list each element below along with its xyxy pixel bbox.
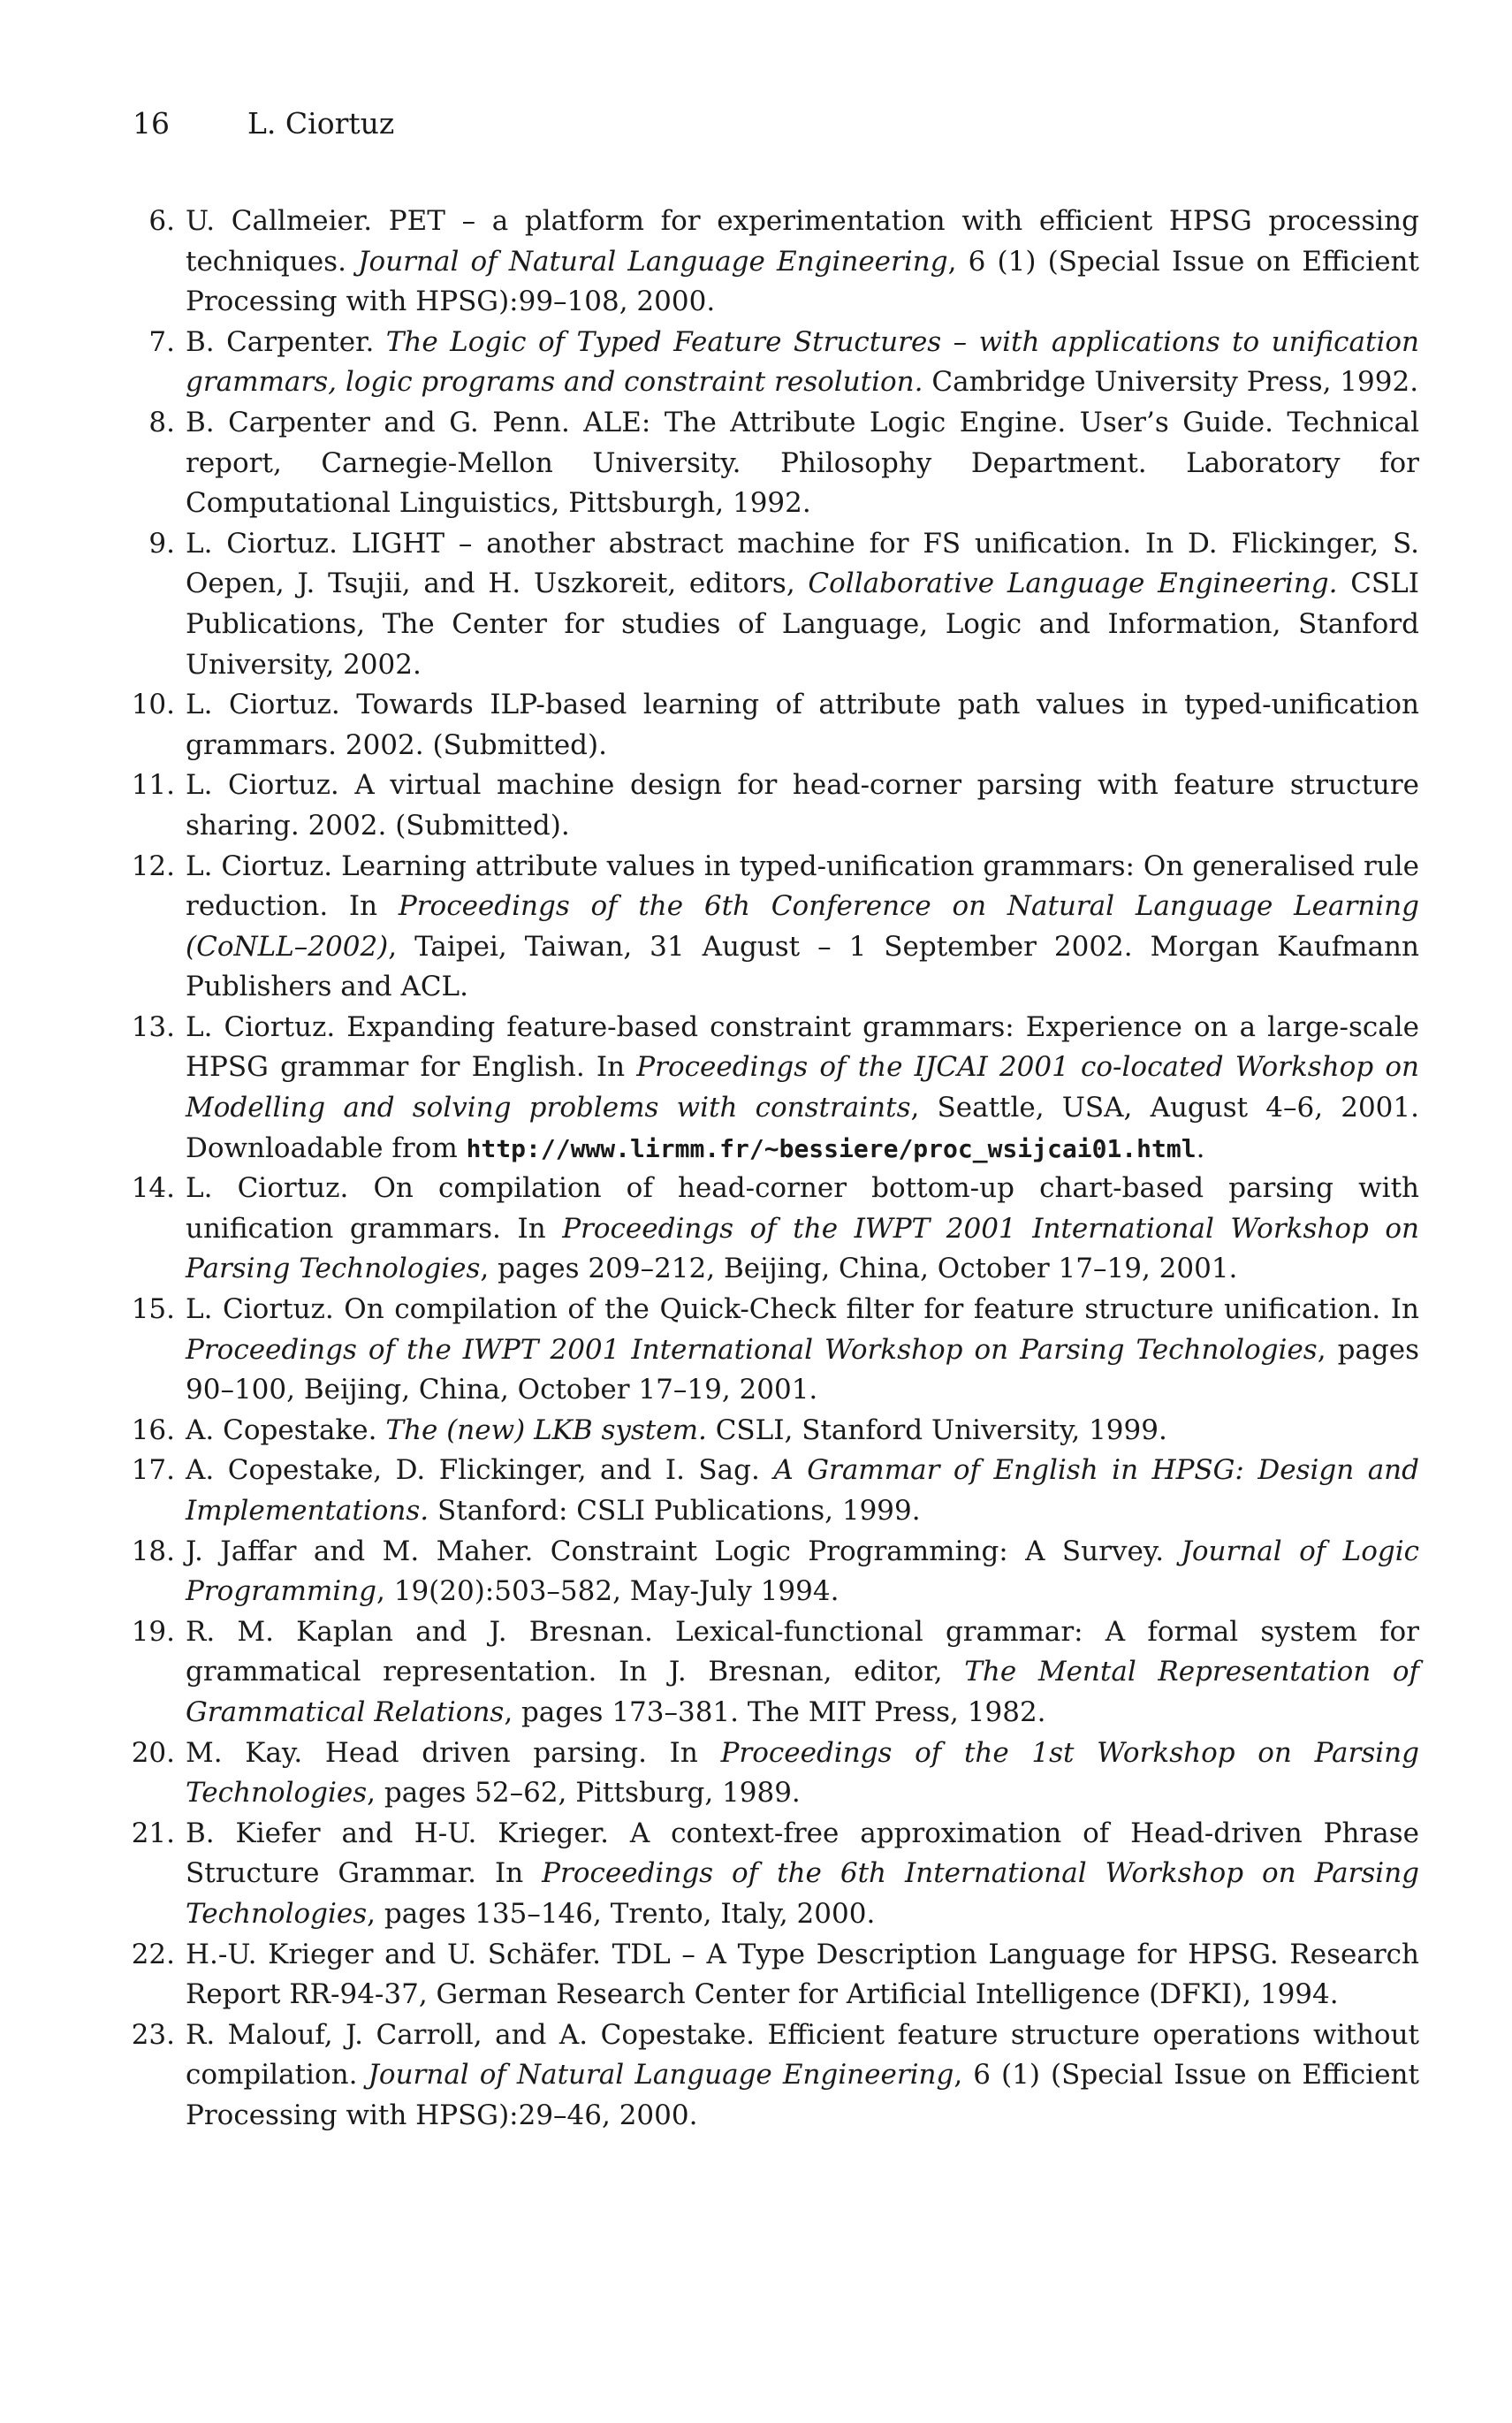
reference-number: 10. [131,689,175,721]
reference-item [129,524,1419,685]
reference-number: 8. [148,406,175,438]
reference-text: CSLI Publications, The Center for studies of Language, Logic and Information, Stanford University, 2002. [186,568,1419,681]
reference-number: 20. [131,1736,175,1769]
reference-text: A. Copestake, D. Flickinger, and I. Sag. [186,1454,774,1487]
reference-text: , pages 52–62, Pittsburg, 1989. [367,1777,801,1810]
reference-text: , pages 135–146, Trento, Italy, 2000. [367,1897,876,1930]
reference-text: CSLI, Stanford University, 1999. [706,1413,1167,1446]
reference-text: H.-U. Krieger and U. Schäfer. TDL – A Type Description Language for HPSG. Research Report RR-94-37, German Research Center for Artificial Intelligence (DFKI), 1994. [186,1938,1419,2011]
reference-number: 19. [131,1615,175,1648]
reference-italic-text: Proceedings of the 1st Workshop on Parsing Technologies [186,1736,1419,1810]
reference-number: 16. [131,1413,175,1446]
reference-item [129,1814,1419,1935]
reference-text: R. Malouf, J. Carroll, and A. Copestake. Efficient feature structure operations without compilation. [186,2018,1419,2092]
reference-item [129,766,1419,846]
reference-text: B. Carpenter and G. Penn. ALE: The Attribute Logic Engine. User’s Guide. Technical report, Carnegie-Mellon University. Philosophy Department. Laboratory for Computational Linguistics, Pittsburgh, 1992. [186,406,1419,520]
reference-text: M. Kay. Head driven parsing. In [186,1736,721,1769]
reference-item [129,685,1419,766]
reference-item [129,1008,1419,1169]
reference-text: , pages 173–381. The MIT Press, 1982. [504,1695,1046,1728]
reference-text: L. Ciortuz. A virtual machine design for head-corner parsing with feature structure sharing. 2002. (Submitted). [186,769,1419,842]
reference-text: , 6 (1) (Special Issue on Efficient Processing with HPSG):29–46, 2000. [186,2059,1419,2131]
reference-number: 14. [131,1172,175,1205]
reference-text: L. Ciortuz. Towards ILP-based learning of attribute path values in typed-unification grammars. 2002. (Submitted). [186,689,1419,761]
reference-text: . [1196,1131,1205,1164]
reference-italic-text: A Grammar of English in HPSG: Design and Implementations. [186,1454,1419,1527]
reference-text: U. Callmeier. PET – a platform for experimentation with efficient HPSG processing techniques. [186,205,1419,278]
reference-italic-text: Journal of Natural Language Engineering [368,2059,954,2092]
reference-number: 18. [131,1535,175,1567]
reference-item [129,847,1419,1008]
reference-item [129,1411,1419,1452]
reference-text: Stanford: CSLI Publications, 1999. [429,1495,921,1527]
reference-item [129,403,1419,524]
reference-item [129,1612,1419,1733]
reference-italic-text: The (new) LKB system. [385,1413,707,1446]
reference-number: 17. [131,1454,175,1487]
reference-italic-text: Proceedings of the 6th Conference on Natural Language Learning (CoNLL–2002) [186,890,1419,963]
reference-item [129,1935,1419,2015]
running-title: L. Ciortuz [247,106,395,141]
reference-italic-text: Collaborative Language Engineering. [808,568,1338,600]
reference-number: 23. [131,2018,175,2051]
reference-number: 22. [131,1938,175,1970]
reference-italic-text: Journal of Natural Language Engineering [358,245,948,278]
reference-text: J. Jaffar and M. Maher. Constraint Logic Programming: A Survey. [186,1535,1181,1567]
reference-italic-text: Proceedings of the IJCAI 2001 co-located Workshop on Modelling and solving problems with constraints [186,1051,1419,1124]
reference-text: L. Ciortuz. Learning attribute values in typed-unification grammars: On generalised rule reduction. In [186,850,1419,923]
reference-text: B. Carpenter. [186,325,386,358]
reference-italic-text: Journal of Logic Programming [186,1535,1419,1608]
reference-italic-text: Proceedings of the IWPT 2001 International Workshop on Parsing Technologies [186,1333,1318,1366]
reference-item [129,1451,1419,1531]
reference-text: L. Ciortuz. On compilation of the Quick-Check filter for feature structure unification. In [186,1293,1419,1326]
reference-url: http://www.lirmm.fr/~bessiere/proc_wsijcai01.html [466,1133,1197,1163]
reference-text: , Taipei, Taiwan, 31 August – 1 September 2002. Morgan Kaufmann Publishers and ACL. [186,930,1419,1003]
reference-text: , Seattle, USA, August 4–6, 2001. Downloadable from [186,1092,1419,1164]
reference-number: 13. [131,1010,175,1043]
reference-list [129,202,1419,2137]
reference-number: 7. [148,325,175,358]
reference-item [129,202,1419,323]
reference-italic-text: Proceedings of the IWPT 2001 International Workshop on Parsing Technologies [186,1212,1419,1285]
reference-text: Cambridge University Press, 1992. [923,366,1419,399]
reference-italic-text: The Logic of Typed Feature Structures – with applications to unification grammars, logic programs and constraint resolution. [186,325,1419,399]
reference-text: L. Ciortuz. On compilation of head-corner bottom-up chart-based parsing with unification grammars. In [186,1172,1419,1245]
running-head [133,106,394,141]
reference-item [129,1532,1419,1612]
reference-text: , 19(20):503–582, May-July 1994. [376,1575,840,1608]
reference-item [129,1169,1419,1290]
reference-text: B. Kiefer and H-U. Krieger. A context-free approximation of Head-driven Phrase Structure Grammar. In [186,1817,1419,1890]
reference-text: , pages 90–100, Beijing, China, October 17–19, 2001. [186,1333,1419,1406]
reference-text: A. Copestake. [186,1413,386,1446]
reference-text: L. Ciortuz. Expanding feature-based constraint grammars: Experience on a large-scale HPSG grammar for English. In [186,1010,1419,1084]
reference-text: R. M. Kaplan and J. Bresnan. Lexical-functional grammar: A formal system for grammatical representation. In J. Bresnan, editor, [186,1615,1419,1688]
reference-number: 11. [131,769,175,802]
reference-text: , 6 (1) (Special Issue on Efficient Processing with HPSG):99–108, 2000. [186,245,1419,318]
reference-text: , pages 209–212, Beijing, China, October 17–19, 2001. [480,1253,1238,1285]
reference-number: 21. [131,1817,175,1849]
reference-number: 6. [148,205,175,237]
reference-italic-text: Proceedings of the 6th International Workshop on Parsing Technologies [186,1857,1420,1930]
reference-text: L. Ciortuz. LIGHT – another abstract machine for FS unification. In D. Flickinger, S. Oepen, J. Tsujii, and H. Uszkoreit, editors, [186,527,1419,600]
reference-number: 9. [148,527,175,560]
reference-number: 12. [131,850,175,882]
reference-item [129,1290,1419,1411]
reference-item [129,2015,1419,2137]
reference-italic-text: The Mental Representation of Grammatical Relations [186,1656,1419,1728]
reference-item [129,1733,1419,1814]
page-number: 16 [133,106,170,141]
reference-item [129,323,1419,403]
reference-number: 15. [131,1293,175,1326]
